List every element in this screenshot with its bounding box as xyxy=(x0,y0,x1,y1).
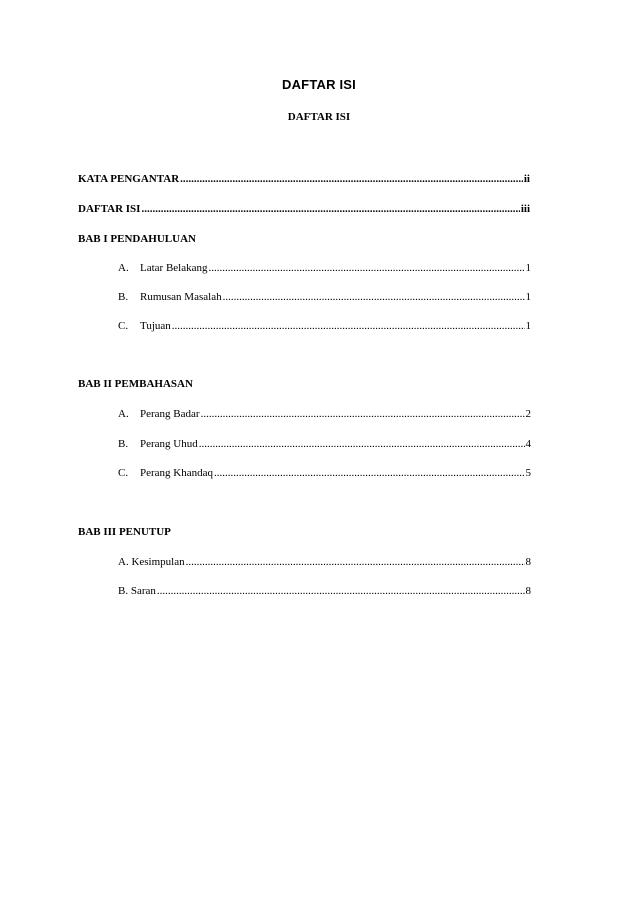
item-label: Perang Uhud xyxy=(140,438,198,450)
chapter-heading-bab-2: BAB II PEMBAHASAN xyxy=(78,378,193,390)
item-letter: B. xyxy=(118,291,129,303)
chapter-heading-bab-1: BAB I PENDAHULUAN xyxy=(78,233,196,245)
item-letter: A. xyxy=(118,408,129,420)
item-page: 2 xyxy=(525,408,531,420)
chapter-heading-bab-3: BAB III PENUTUP xyxy=(78,526,171,538)
item-letter: A. xyxy=(118,556,129,568)
toc-entry-daftar-isi[interactable] xyxy=(78,202,530,216)
toc-entry-label: DAFTAR ISI xyxy=(78,203,141,215)
dot-leader xyxy=(186,555,525,569)
item-letter: A. xyxy=(118,262,129,274)
dot-leader xyxy=(223,290,525,304)
toc-entry-label: KATA PENGANTAR xyxy=(78,173,180,185)
dot-leader xyxy=(209,261,525,275)
toc-item-perang-khandaq[interactable] xyxy=(118,466,531,480)
item-label: Tujuan xyxy=(140,320,171,332)
item-letter: B. xyxy=(118,438,129,450)
item-letter: C. xyxy=(118,320,129,332)
item-page: 8 xyxy=(525,556,531,568)
dot-leader xyxy=(180,172,523,186)
item-page: 1 xyxy=(525,262,531,274)
dot-leader xyxy=(199,437,525,451)
toc-item-perang-uhud[interactable] xyxy=(118,437,531,451)
item-page: 1 xyxy=(525,291,531,303)
toc-entry-page: ii xyxy=(523,173,530,185)
page-title: DAFTAR ISI xyxy=(282,77,356,92)
toc-item-saran[interactable] xyxy=(118,584,531,598)
dot-leader xyxy=(172,319,525,333)
item-page: 5 xyxy=(525,467,531,479)
toc-item-tujuan[interactable] xyxy=(118,319,531,333)
toc-item-perang-badar[interactable] xyxy=(118,407,531,421)
item-letter: B. xyxy=(118,585,129,597)
item-label: Perang Badar xyxy=(140,408,200,420)
item-label: Saran xyxy=(130,585,156,597)
item-label: Kesimpulan xyxy=(131,556,185,568)
toc-item-kesimpulan[interactable] xyxy=(118,555,531,569)
item-label: Latar Belakang xyxy=(140,262,208,274)
dot-leader xyxy=(141,202,519,216)
toc-entry-page: iii xyxy=(520,203,530,215)
toc-item-latar-belakang[interactable] xyxy=(118,261,531,275)
item-page: 8 xyxy=(525,585,531,597)
toc-item-rumusan-masalah[interactable] xyxy=(118,290,531,304)
item-label: Rumusan Masalah xyxy=(140,291,222,303)
page-subtitle: DAFTAR ISI xyxy=(287,111,351,123)
dot-leader xyxy=(157,584,525,598)
dot-leader xyxy=(214,466,524,480)
item-letter: C. xyxy=(118,467,129,479)
dot-leader xyxy=(201,407,525,421)
item-page: 1 xyxy=(525,320,531,332)
item-label: Perang Khandaq xyxy=(140,467,214,479)
item-page: 4 xyxy=(525,438,531,450)
toc-entry-kata-pengantar[interactable] xyxy=(78,172,530,186)
